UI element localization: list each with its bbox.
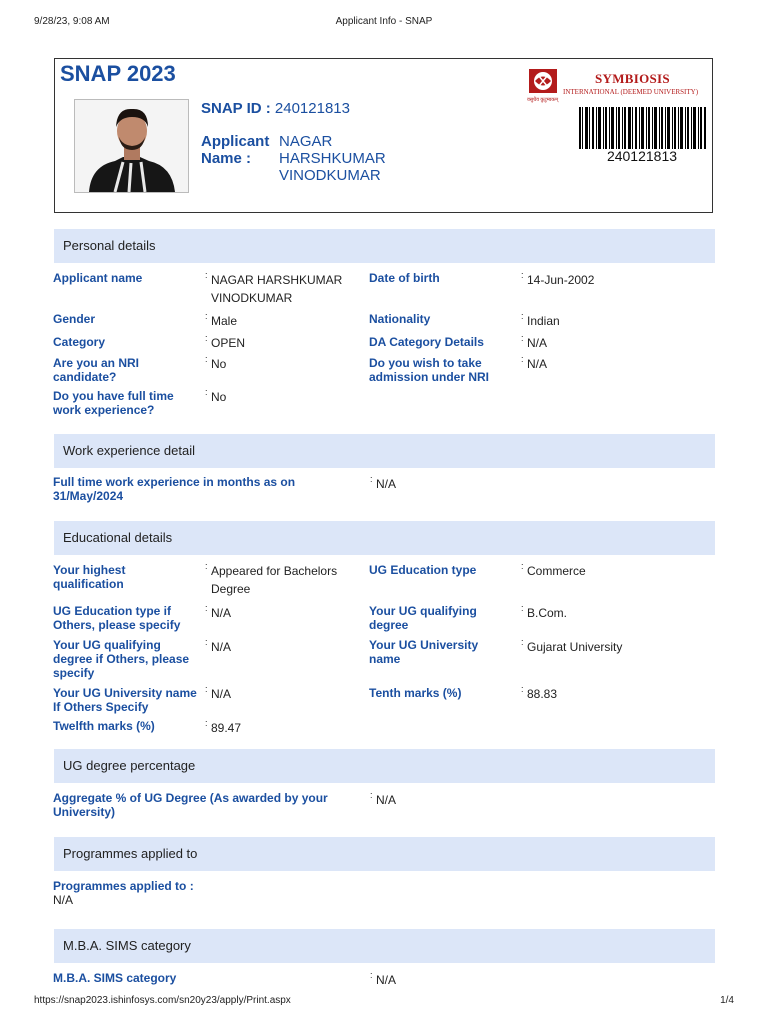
page-title: SNAP 2023 (60, 61, 176, 86)
label-nri-admission: Do you wish to take admission under NRI (369, 356, 490, 384)
section-ug-degree-percentage (54, 749, 715, 783)
section-heading: M.B.A. SIMS category (63, 938, 191, 953)
label-ug-degree-other: Your UG qualifying degree if Others, please specify (53, 638, 190, 680)
value-nri-candidate: : No (205, 354, 227, 371)
label-mba-sims-category: M.B.A. SIMS category (53, 971, 177, 985)
label-applicant-name: Applicant name (53, 271, 143, 285)
value-da-category: : N/A (521, 333, 548, 350)
value-gender: : Male (205, 311, 238, 328)
applicant-card (54, 58, 713, 213)
label-work-experience-months: Full time work experience in months as on 31/May/2024 (53, 475, 296, 503)
barcode (577, 107, 707, 149)
value-category: : OPEN (205, 333, 246, 350)
label-category: Category (53, 335, 106, 349)
value-ug-aggregate: : N/A (370, 790, 397, 807)
section-work-experience (54, 434, 715, 468)
label-ug-type-other: UG Education type if Others, please specify (53, 604, 181, 632)
section-educational-details (54, 521, 715, 555)
symbiosis-emblem-icon (527, 67, 559, 97)
logo-tagline: वसुधैव कुटुम्बकम् (527, 97, 559, 103)
value-highest-qualification: : Appeared for Bachelors Degree (205, 561, 338, 596)
value-applicant-name: : NAGAR HARSHKUMAR VINODKUMAR (205, 270, 343, 305)
value-date-of-birth: : 14-Jun-2002 (521, 270, 595, 287)
label-full-time-experience: Do you have full time work experience? (53, 389, 174, 417)
label-ug-aggregate: Aggregate % of UG Degree (As awarded by your University) (53, 791, 328, 819)
value-nri-admission: : N/A (521, 354, 548, 371)
section-personal-details (54, 229, 715, 263)
print-title: Applicant Info - SNAP (335, 16, 433, 27)
section-mba-sims-category (54, 929, 715, 963)
value-tenth-marks: : 88.83 (521, 684, 558, 701)
section-heading: Educational details (63, 530, 173, 545)
label-highest-qualification: Your highest qualification (53, 563, 126, 591)
logo-name: SYMBIOSIS (595, 71, 670, 86)
label-da-category: DA Category Details (369, 335, 484, 349)
applicant-name-label: Applicant Name : (201, 133, 270, 167)
value-work-experience-months: : N/A (370, 474, 397, 491)
label-gender: Gender (53, 312, 96, 326)
value-mba-sims-category: : N/A (370, 970, 397, 987)
label-nri-candidate: Are you an NRI candidate? (53, 356, 140, 384)
print-page-number: 1/4 (720, 995, 734, 1006)
section-programmes-applied (54, 837, 715, 871)
section-heading: UG degree percentage (63, 758, 196, 773)
label-ug-degree: Your UG qualifying degree (369, 604, 477, 632)
value-ug-degree: : B.Com. (521, 603, 568, 620)
section-heading: Work experience detail (63, 443, 195, 458)
label-ug-education-type: UG Education type (369, 563, 477, 577)
label-ug-university: Your UG University name (369, 638, 479, 666)
value-ug-university-other: : N/A (205, 684, 232, 701)
snap-id (201, 100, 350, 117)
value-ug-education-type: : Commerce (521, 561, 586, 578)
label-nationality: Nationality (369, 312, 431, 326)
value-ug-degree-other: : N/A (205, 637, 232, 654)
section-heading: Personal details (63, 238, 156, 253)
value-ug-type-other: : N/A (205, 603, 232, 620)
label-ug-university-other: Your UG University name If Others Specify (53, 686, 197, 714)
applicant-name-value: NAGAR HARSHKUMAR VINODKUMAR (279, 133, 386, 184)
snap-id-label: SNAP ID : (201, 100, 271, 117)
label-programmes-applied: Programmes applied to : (53, 879, 194, 893)
value-nationality: : Indian (521, 311, 560, 328)
print-datetime: 9/28/23, 9:08 AM (34, 16, 110, 27)
label-date-of-birth: Date of birth (369, 271, 440, 285)
print-url: https://snap2023.ishinfosys.com/sn20y23/apply/Print.aspx (34, 995, 291, 1006)
value-twelfth-marks: : 89.47 (205, 718, 242, 735)
applicant-photo (74, 99, 189, 193)
symbiosis-logo (527, 67, 709, 107)
value-ug-university: : Gujarat University (521, 637, 623, 654)
label-twelfth-marks: Twelfth marks (%) (53, 719, 155, 733)
section-heading: Programmes applied to (63, 846, 198, 861)
barcode-number: 240121813 (606, 148, 678, 164)
snap-id-value: 240121813 (274, 100, 350, 117)
logo-subtitle: INTERNATIONAL (DEEMED UNIVERSITY) (563, 88, 699, 96)
value-programmes-applied: N/A (53, 893, 74, 907)
label-tenth-marks: Tenth marks (%) (369, 686, 462, 700)
value-full-time-experience: : No (205, 387, 227, 404)
